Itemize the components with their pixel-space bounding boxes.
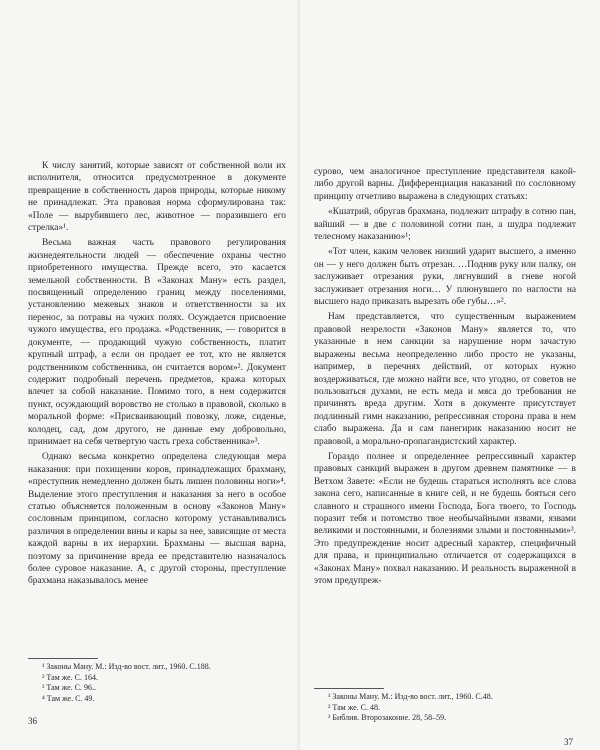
- right-page: [300, 0, 600, 750]
- footnote-rule: [314, 688, 384, 689]
- footnote: ¹ Законы Ману. М.: Изд-во вост. лит., 1960. С.188.: [42, 662, 211, 671]
- paragraph: «Кшатрий, обругав брахмана, подлежит штрафу в сотню пан, вайший — в две с половиной сотни пан, а шудра подлежит телесному наказанию»¹;: [314, 207, 576, 243]
- footnote: ³ Там же. С. 96..: [42, 683, 97, 693]
- footnote: ² Там же. С. 164.: [42, 672, 99, 682]
- right-footnotes: [314, 688, 576, 724]
- paragraph: К числу занятий, которые зависят от собственной воли их исполнителя, относится предусмотренное в документе превращение в собственность даров природы, которые никому не принадлежат. Эта правовая норма сформулирована так: «Поле — вырубившего лес, животное — поразившего его стрелка»¹.: [28, 161, 286, 234]
- paragraph: Однако весьма конкретно определена следующая мера наказания: при похищении коров, принадлежащих брахману, «преступник немедленно должен быть лишен половины ноги»⁴. Выделение этого преступления и наказания за него в особое статью объясняется положенным в основу «Законов Ману» сословным принципом, согласно которому устанавливались различия в определении вины и кары за нее, зависящие от места каждой варны в их иерархии. Брахманы — высшая варна, поэтому за причинение вреда ее представителю назначалось более суровое наказание. А, с другой стороны, преступление брахмана наказывалось менее: [28, 452, 286, 587]
- right-text-column: [314, 166, 576, 587]
- footnote-rule: [28, 658, 98, 659]
- page-number: 36: [28, 716, 37, 726]
- footnote: ¹ Законы Ману. М.: Изд-во вост. лит., 1960. С.48.: [328, 692, 493, 701]
- footnote: ² Там же. С. 48.: [328, 702, 381, 712]
- page-number: 37: [564, 737, 573, 747]
- paragraph: «Тот член, каким человек низший ударит высшего, а именно он — у него должен быть отрезан. …Подняв руку или палку, он заслуживает отрезания руки, лягнувший в гневе ногой заслуживает отрезания ноги… У плюнувшего по наглости на высшего надо приказать вырезать обе губы…»².: [314, 247, 576, 308]
- left-footnotes: [28, 658, 286, 704]
- footnote: ⁴ Там же. С. 49.: [42, 693, 95, 703]
- left-text-column: [28, 160, 286, 588]
- paragraph: Нам представляется, что существенным выражением правовой незрелости «Законов Ману» является то, что указанные в нем санкции за нарушение норм зачастую выражены весьма неопределенно либо просто не указаны, например, в перечнях действий, от которых нужно воздерживаться, где можно найти все, что угодно, от советов не пользоваться духами, не есть меда и мяса до требования не причинять вреда другим. Хотя в документе присутствует подлинный гимн наказанию, репрессивная сторона права в нем слабо выражена. Да и сам панегирик наказанию носит не правовой, а морально-пропагандистский характер.: [314, 312, 576, 447]
- paragraph: сурово, чем аналогичное преступление представителя какой-либо другой варны. Дифференциация наказаний по сословному принципу отчетливо выражена в следующих статьях:: [314, 167, 576, 202]
- paragraph: Весьма важная часть правового регулирования жизнедеятельности людей — обеспечение охраны честно приобретенного имущества. Прежде всего, это касается земельной собственности. В «Законах Ману» есть раздел, посвященный определению границ между поселениями, установлению межевых знаков и ответственности за их перенос, за потравы на чужих полях. Осуждается присвоение чужого имущества, его продажа. «Родственник, — говорится в документе, — продающий чужую собственность, платит крупный штраф, а если он продает ее тот, кто не является родственником собственника, он считается вором»². Документ содержит подробный перечень предметов, кража которых влечет за собой наказание. Помимо того, в нем содержится пункт, осуждающий воровство не столько в правовой, сколько в моральной форме: «Присваивающий повозку, ложе, сиденье, колодец, сад, дом другого, не данные ему добровольно, принимает на себя четвертую часть греха собственника»³.: [28, 238, 286, 447]
- footnote: ³ Библия. Второзаконие. 28, 58–59.: [328, 713, 447, 723]
- paragraph: Гораздо полнее и определеннее репрессивный характер правовых санкций выражен в другом древнем памятнике — в Ветхом Завете: «Если не будешь стараться исполнять все слова закона сего, написанные в книге сей, и не будешь бояться сего славного и страшного имени Господа, Бога твоего, то Господь поразит тебя и потомство твое необычайными язвами, язвами великими и постоянными, и болезнями злыми и постоянными»³. Это предупреждение носит адресный характер, специфичный для права, и принципиально отличается от содержащихся в «Законах Ману» похвал наказанию. И реальность выраженной в этом предупреж-: [314, 451, 576, 586]
